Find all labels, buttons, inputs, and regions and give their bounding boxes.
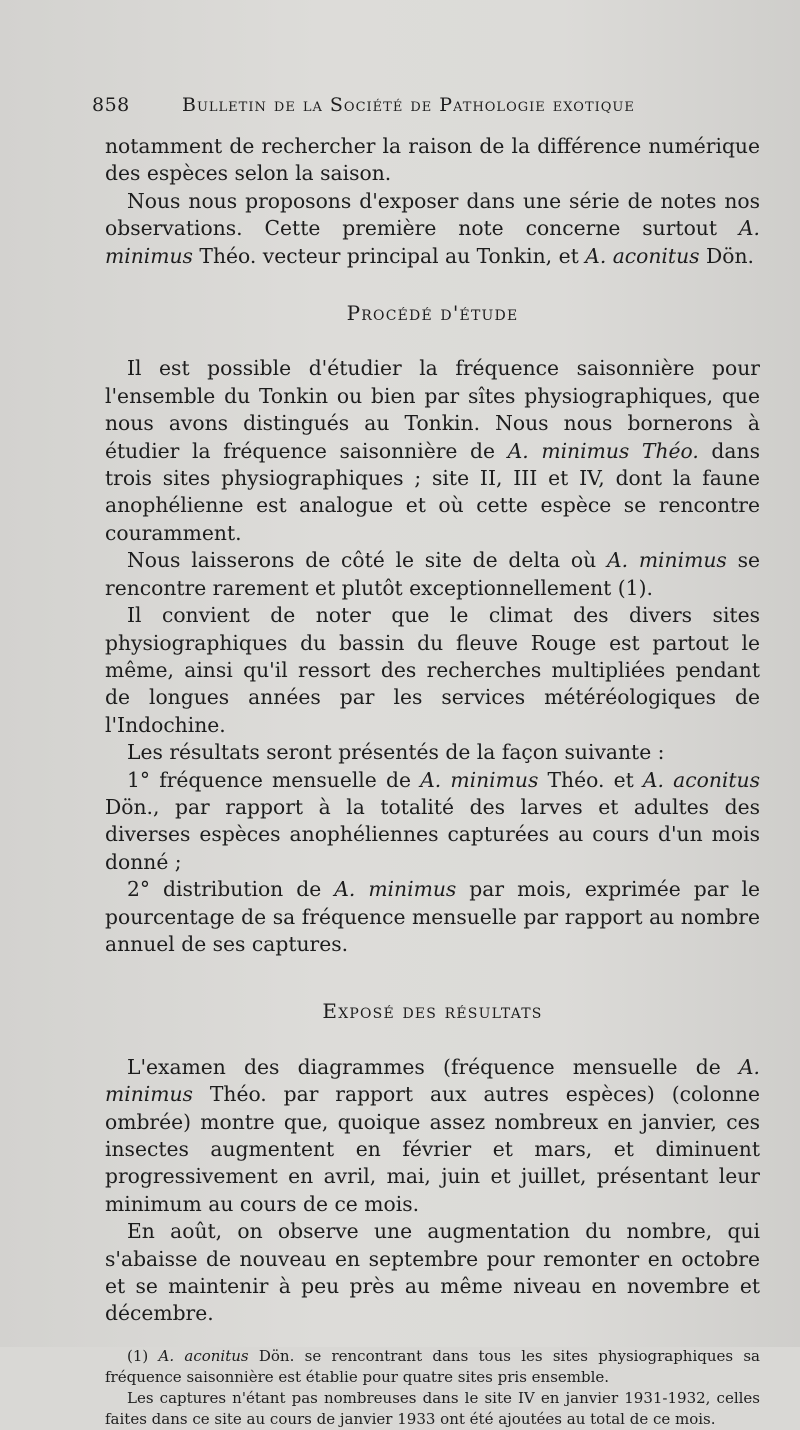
section-heading-procede: Procédé d'étude (346, 301, 519, 326)
italic-term: A. minimus (105, 1054, 760, 1107)
section2-paragraph: En août, on observe une augmentation du nombre, qui s'abaisse de nouveau en septembre pour remonter en octobre et se maintenir à peu près au même niveau en novembre et décembre. (105, 1219, 760, 1326)
italic-term: A. minimus (334, 877, 457, 902)
italic-term: A. minimus (105, 216, 760, 268)
italic-term: A. aconitus (158, 1346, 249, 1365)
footnote: Les captures n'étant pas nombreuses dans le site IV en janvier 1931-1932, celles faites dans ce site au cours de janvier 1933 ont été ajoutées au total de ce mois. (105, 1388, 760, 1428)
section1-paragraph: Nous laisserons de côté le site de delta où A. minimus se rencontre rarement et plutôt exceptionnellement (1). (105, 548, 761, 600)
running-header (92, 94, 742, 116)
intro-paragraph: Nous nous proposons d'exposer dans une série de notes nos observations. Cette première note concerne surtout A. minimus Théo. vecteur principal au Tonkin, et A. aconitus Dön. (105, 188, 760, 268)
italic-term: A. aconitus (642, 767, 760, 792)
footnotes (105, 1346, 760, 1430)
section1-paragraph: Il convient de noter que le climat des divers sites physiographiques du bassin du fleuve Rouge est partout le même, ainsi qu'il ressort des recherches multipliées pendant de longues années par les services météréologiques de l'Indochine. (105, 603, 760, 737)
section-heading-resultats: Exposé des résultats (322, 999, 543, 1024)
intro-paragraph: notamment de rechercher la raison de la différence numérique des espèces selon la saison. (105, 134, 760, 186)
body-text (105, 133, 760, 1430)
section1-paragraph: Il est possible d'étudier la fréquence saisonnière pour l'ensemble du Tonkin ou bien par sîtes physiographiques, que nous avons distingués au Tonkin. Nous nous bornerons à étudier la fréquence saisonnière de A. minimus Théo. dans trois sites physiographiques ; site II, III et IV, dont la faune anophélienne est analogue et où cette espèce se rencontre couramment. (105, 356, 760, 545)
section1-paragraph: Les résultats seront présentés de la façon suivante : (127, 740, 665, 765)
page-number: 858 (92, 94, 130, 116)
italic-term: A. minimus (606, 548, 727, 573)
footnote: (1) A. aconitus Dön. se rencontrant dans tous les sites physiographiques sa fréquence saisonnière est établie pour quatre sites pris ensemble. (105, 1346, 760, 1386)
italic-term: A. minimus (420, 767, 539, 792)
section1-list-item: 2° distribution de A. minimus par mois, exprimée par le pourcentage de sa fréquence mensuelle par rapport au nombre annuel de ses captures. (105, 877, 760, 956)
italic-term: A. aconitus (585, 243, 700, 268)
italic-term: A. minimus Théo. (507, 438, 699, 463)
running-title: Bulletin de la Société de Pathologie exotique (182, 94, 635, 116)
section2-paragraph: L'examen des diagrammes (fréquence mensuelle de A. minimus Théo. par rapport aux autres espèces) (colonne ombrée) montre que, quoique assez nombreux en janvier, ces insectes augmentent en février et mars, et diminuent progressivement en avril, mai, juin et juillet, présentant leur minimum au cours de ce mois. (105, 1054, 760, 1216)
section1-list-item: 1° fréquence mensuelle de A. minimus Théo. et A. aconitus Dön., par rapport à la totalité des larves et adultes des diverses espèces anophéliennes capturées au cours d'un mois donné ; (105, 767, 760, 874)
